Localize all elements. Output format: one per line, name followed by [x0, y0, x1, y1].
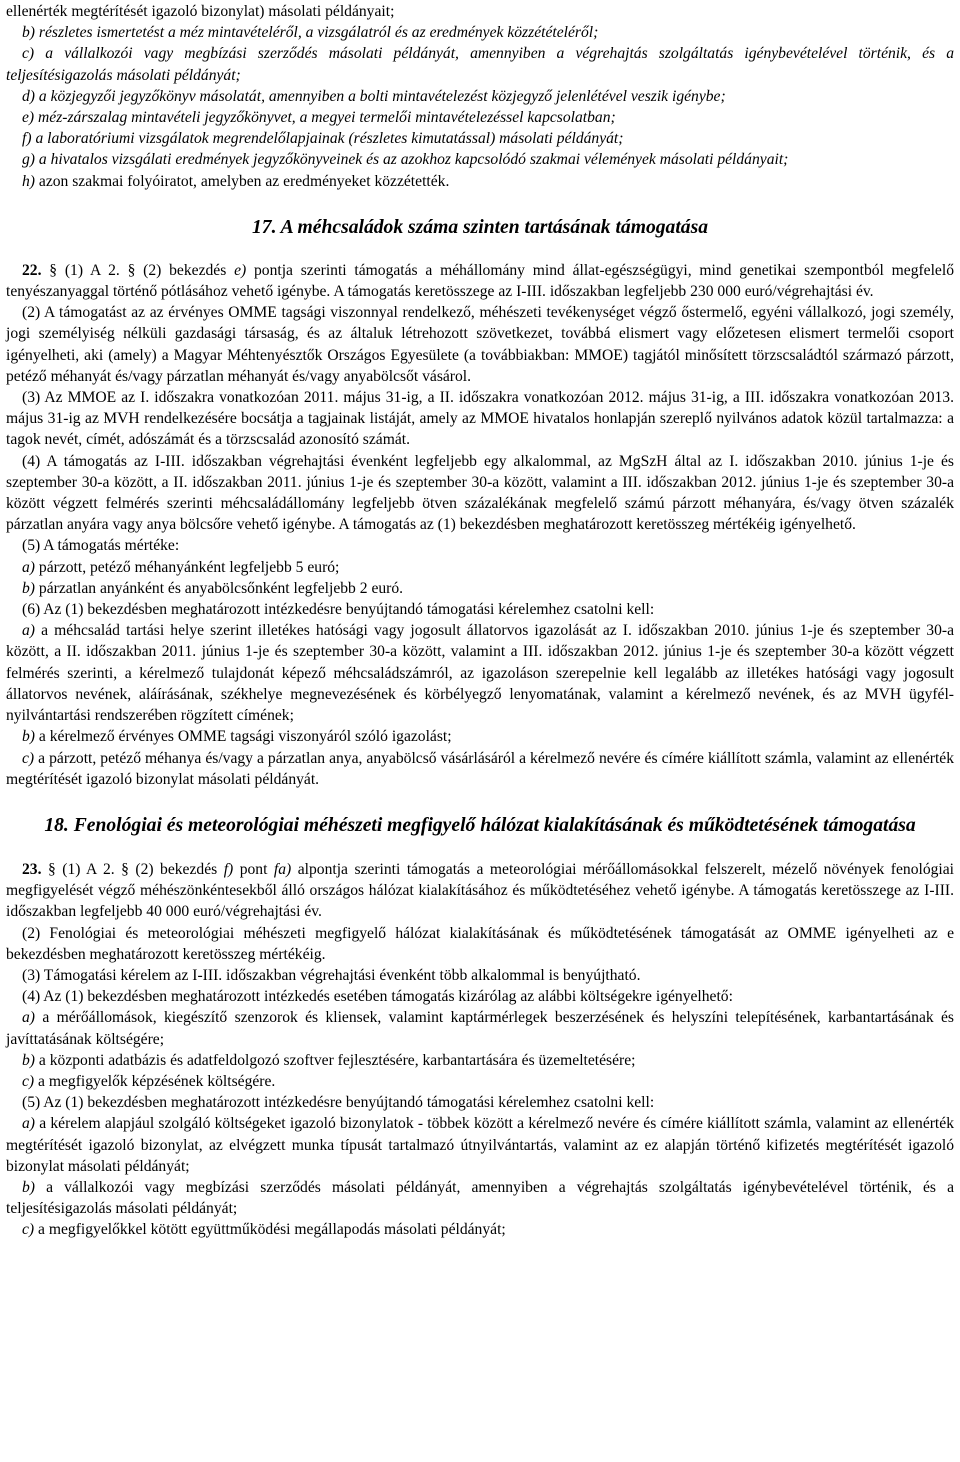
item-label: b)	[22, 1178, 35, 1196]
text: alpontja szerinti támogatás a meteorológiai mérőállomásokkal felszerelt, mézelő növények fenológiai megfigyelését végző méhészönkéntesekből álló országos hálózat kialakításához és működtetéséhez vehető igénybe. A támogatás keretösszege az I-III. időszakban legfeljebb 40 000 euró/végrehajtási év.	[6, 860, 954, 921]
item-text: a párzott, petéző méhanya és/vagy a párzatlan anya, anyabölcső vásárlásáról a kérelmező nevére és címére kiállított számla, valamint az ellenérték megtérítését igazoló bizonylat másolati példányát.	[6, 749, 954, 788]
list-item	[6, 620, 954, 726]
paragraph: (4) A támogatás az I-III. időszakban végrehajtási évenként legfeljebb egy alkalommal, az MgSzH által az I. időszakban 2010. június 1-je és szeptember 30-a között, a II. időszakban 2011. június 1-je és szeptember 30-a között, valamint a III. időszakban 2012. június 1-je és szeptember 30-a között végzett felmérés szerinti méhcsaládállomány legfeljebb ötven százalékának megfelelő számú párzott méhanyára, és/vagy ötven százalék párzatlan anyára vagy anya bölcsőre vehető igénybe. A támogatás az (1) bekezdésben meghatározott keretösszeg mértékéig igényelhető.	[6, 452, 954, 534]
list-item	[6, 726, 954, 747]
text: pont	[239, 860, 268, 878]
list-item	[6, 43, 954, 85]
item-label: b)	[22, 579, 35, 597]
paragraph: (4) Az (1) bekezdésben meghatározott intézkedés esetében támogatás kizárólag az alábbi költségekre igényelhető:	[22, 988, 733, 1006]
text: e)	[234, 261, 247, 279]
section-number: 22.	[22, 261, 42, 279]
item-text: a kérelmező érvényes OMME tagsági viszonyáról szóló igazolást;	[38, 728, 452, 746]
text: § (1) A 2. § (2) bekezdés	[47, 860, 218, 878]
paragraph	[6, 859, 954, 923]
item-text: párzatlan anyánként és anyabölcsőnként legfeljebb 2 euró.	[38, 579, 404, 597]
item-label: e)	[22, 109, 35, 127]
item-label: f)	[22, 130, 32, 148]
item-text: a megfigyelőkkel kötött együttműködési megállapodás másolati példányát;	[38, 1221, 506, 1239]
item-text: a központi adatbázis és adatfeldolgozó szoftver fejlesztésére, karbantartására és üzemeltetésére;	[38, 1051, 636, 1069]
section-heading: 17. A méhcsaládok száma szinten tartásának támogatása	[252, 216, 708, 238]
list-item	[6, 1050, 954, 1071]
list-item	[6, 578, 954, 599]
item-label: c)	[22, 45, 35, 63]
item-label: c)	[22, 1072, 35, 1090]
item-text: azon szakmai folyóiratot, amelyben az eredményeket közzétették.	[38, 172, 450, 190]
list-item	[6, 557, 954, 578]
paragraph: (5) A támogatás mértéke:	[22, 537, 180, 555]
item-label: a)	[22, 1009, 35, 1027]
text: pontja szerinti támogatás a méhállomány mind állat-egészségügyi, mind genetikai szempontból megfelelő tenyészanyaggal történő pótlásához vehető igénybe. A támogatás keretösszege az I-III. időszakban legfeljebb 230 000 euró/végrehajtási év.	[6, 261, 954, 301]
item-label: b)	[22, 728, 35, 746]
list-item	[6, 171, 954, 192]
list-item	[6, 22, 954, 43]
item-label: a)	[22, 558, 35, 576]
paragraph: (3) Támogatási kérelem az I-III. időszakban végrehajtási évenként több alkalommal is benyújtható.	[22, 966, 641, 984]
list-item	[6, 107, 954, 128]
paragraph: ellenérték megtérítését igazoló bizonylat) másolati példányait;	[6, 3, 395, 20]
list-item	[6, 748, 954, 790]
text: f)	[223, 860, 234, 878]
item-label: g)	[22, 151, 35, 169]
item-text: a közjegyzői jegyzőkönyv másolatát, amennyiben a bolti mintavételezést közjegyző jelenlétével veszik igénybe;	[38, 87, 726, 105]
paragraph: (5) Az (1) bekezdésben meghatározott intézkedésre benyújtandó támogatási kérelemhez csatolni kell:	[22, 1094, 655, 1112]
item-label: a)	[22, 622, 35, 640]
paragraph: (6) Az (1) bekezdésben meghatározott intézkedésre benyújtandó támogatási kérelemhez csatolni kell:	[22, 601, 655, 619]
list-item	[6, 128, 954, 149]
item-label: d)	[22, 87, 35, 105]
item-text: a megfigyelők képzésének költségére.	[38, 1072, 276, 1090]
item-text: részletes ismertetést a méz mintavételéről, a vizsgálatról és az eredmények közzétételéről;	[38, 24, 599, 42]
paragraph: (2) Fenológiai és meteorológiai méhészeti megfigyelő hálózat kialakításának és működtetésének támogatását az OMME igényelheti az e bekezdésben meghatározott keretösszeg mértékéig.	[6, 924, 954, 963]
item-label: b)	[22, 24, 35, 42]
paragraph: (2) A támogatást az az érvényes OMME tagsági viszonnyal rendelkező, méhészeti tevékenységet végző őstermelő, egyéni vállalkozó, jogi személy, jogi személyiség nélküli gazdasági társaság, és az általuk létrehozott szövetkezet, továbbá elismert vagy előzetesen elismert termelői csoport igényelheti, aki (amely) a Magyar Méhtenyésztők Országos Egyesülete (a továbbiakban: MMOE) tagjától minősített törzscsaládtól származó párzott, petéző méhanyát és/vagy párzatlan méhanyát és/vagy anyabölcsőt vásárol.	[6, 304, 954, 385]
item-label: c)	[22, 1221, 35, 1239]
section-heading: 18. Fenológiai és meteorológiai méhészeti megfigyelő hálózat kialakításának és működtetésének támogatása	[44, 814, 916, 836]
list-item	[6, 1113, 954, 1177]
item-text: párzott, petéző méhanyánként legfeljebb 5 euró;	[38, 558, 340, 576]
item-text: a laboratóriumi vizsgálatok megrendelőlapjainak (részletes kimutatással) másolati példányát;	[35, 130, 624, 148]
item-label: a)	[22, 1115, 35, 1133]
list-item	[6, 1219, 954, 1240]
list-item	[6, 86, 954, 107]
text: fa)	[273, 860, 292, 878]
item-text: a vállalkozói vagy megbízási szerződés másolati példányát, amennyiben a végrehajtás szolgáltatás igénybevételével történik, és a teljesítésigazolás másolati példányát;	[6, 45, 954, 84]
item-text: a kérelem alapjául szolgáló költségeket igazoló bizonylatok - többek között a kérelmező nevére és címére kiállított számla, valamint az ellenérték megtérítését igazoló bizonylat, az elvégzett munka típusát tartalmazó útnyilvántartás, valamint az ez alapján történő kifizetés megtérítését igazoló bizonylat másolati példányát;	[6, 1115, 954, 1175]
list-item	[6, 1177, 954, 1219]
section-number: 23.	[22, 860, 42, 878]
paragraph	[6, 260, 954, 302]
list-item	[6, 149, 954, 170]
list-item	[6, 1071, 954, 1092]
item-text: méz-zárszalag mintavételi jegyzőkönyvet, a megyei termelői mintavételezéssel kapcsolatban;	[38, 109, 616, 127]
item-label: b)	[22, 1051, 35, 1069]
item-text: a mérőállomások, kiegészítő szenzorok és kliensek, valamint kaptármérlegek beszerzésének és helyszíni telepítésének, karbantartásának és javíttatásának költségére;	[6, 1009, 954, 1048]
paragraph: (3) Az MMOE az I. időszakra vonatkozóan 2011. május 31-ig, a II. időszakra vonatkozóan 2012. május 31-ig, a III. időszakra vonatkozóan 2013. május 31-ig az MVH rendelkezésére bocsátja a tagjainak listáját, amely az MMOE hivatalos honlapján szereplő nyilvános adatok közül tartalmazza: a tagok nevét, címét, adószámát és a törzscsalád azonosító számát.	[6, 389, 954, 449]
item-label: h)	[22, 172, 35, 190]
list-item	[6, 1007, 954, 1049]
item-text: a hivatalos vizsgálati eredmények jegyzőkönyveinek és az azokhoz kapcsolódó szakmai vélemények másolati példányait;	[38, 151, 789, 169]
text: § (1) A 2. § (2) bekezdés	[49, 261, 227, 279]
item-label: c)	[22, 749, 35, 767]
item-text: a méhcsalád tartási helye szerint illetékes hatósági vagy jogosult állatorvos igazolását az I. időszakban 2010. június 1-je és szeptember 30-a között, a II. időszakban 2011. június 1-je és szeptember 30-a között, valamint a III. időszakban 2012. június 1-je és szeptember 30-a között végzett felmérés szerinti, a kérelmező tulajdonát képező méhcsaládszámról, az igazoláson szerepelnie kell legalább az illetékes hatósági vagy jogosult állatorvos nevének, aláírásának, székhelye megnevezésének és körbélyegző lenyomatának, valamint a kérelmező nevének, és az MVH ügyfél-nyilvántartási rendszerében rögzített címének;	[6, 622, 954, 725]
item-text: a vállalkozói vagy megbízási szerződés másolati példányát, amennyiben a végrehajtás szolgáltatás igénybevételével történik, és a teljesítésigazolás másolati példányát;	[6, 1178, 954, 1218]
